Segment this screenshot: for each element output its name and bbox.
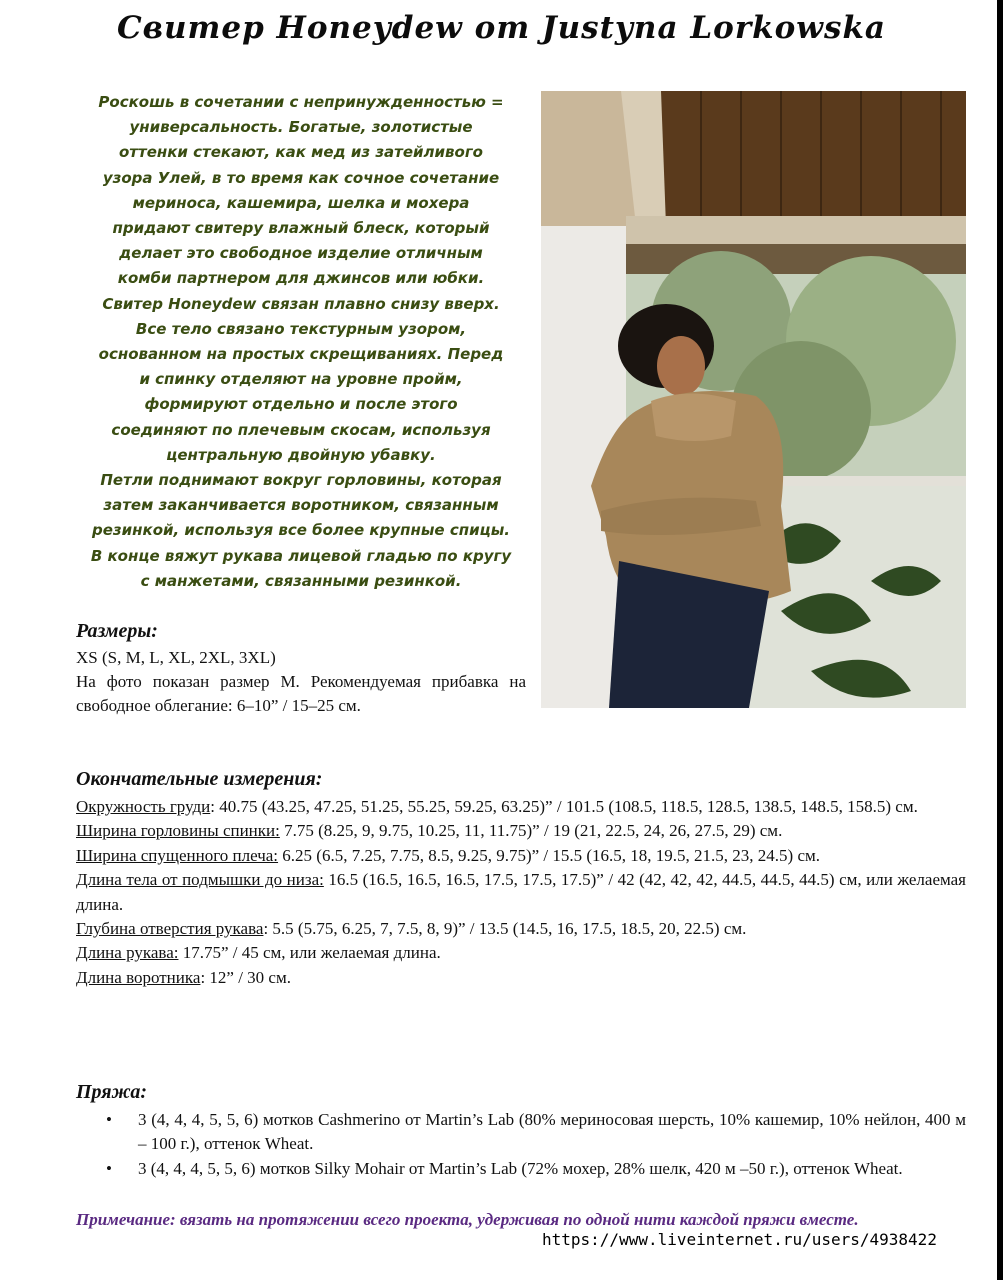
intro-line: мериноса, кашемира, шелка и мохера (132, 193, 470, 212)
yarn-list (76, 1108, 966, 1181)
intro-line: В конце вяжут рукава лицевой гладью по кругу (90, 546, 512, 565)
measurement-value: 6.25 (6.5, 7.25, 7.75, 8.5, 9.25, 9.75)” / 15.5 (16.5, 18, 19.5, 21.5, 23, 24.5) см. (278, 845, 821, 865)
measurement-label: Длина тела от подмышки до низа: (76, 870, 324, 890)
note-text: Примечание: вязать на протяжении всего проекта, удерживая по одной нити каждой пряжи вместе. (76, 1210, 859, 1229)
yarn-item-text: 3 (4, 4, 4, 5, 5, 6) мотков Cashmerino от Martin’s Lab (80% мериносовая шерсть, 10% кашемир, 10% нейлон, 400 м – 100 г.), оттенок Wheat. (138, 1110, 966, 1154)
measurement-item (76, 819, 966, 843)
sizes-note: На фото показан размер M. Рекомендуемая прибавка на свободное облегание: 6–10” / 15–25 см. (76, 672, 526, 715)
right-edge-bar (997, 0, 1003, 1280)
sizes-heading: Размеры: (76, 620, 158, 642)
measurement-value: 7.75 (8.25, 9, 9.75, 10.25, 11, 11.75)” / 19 (21, 22.5, 24, 26, 27.5, 29) см. (279, 821, 783, 841)
measurements-heading: Окончательные измерения: (76, 768, 323, 790)
measurement-value: 17.75” / 45 см, или желаемая длина. (178, 943, 441, 963)
measurement-value: : 12” / 30 см. (200, 967, 291, 987)
photo-face (657, 336, 705, 396)
intro-line: комби партнером для джинсов или юбки. (117, 269, 485, 288)
intro-line: с манжетами, связанными резинкой. (140, 571, 462, 590)
measurement-label: Глубина отверстия рукава (76, 919, 264, 939)
intro-line: Петли поднимают вокруг горловины, которая (100, 471, 502, 490)
intro-line: соединяют по плечевым скосам, используя (111, 420, 491, 439)
measurement-item (76, 941, 966, 965)
measurement-item (76, 844, 966, 868)
page-title: Свитер Honeydew от Justyna Lorkowska (116, 10, 887, 46)
intro-line: придают свитеру влажный блеск, который (112, 219, 490, 238)
measurement-value: 16.5 (16.5, 16.5, 16.5, 17.5, 17.5, 17.5)” / 42 (42, 42, 42, 44.5, 44.5, 44.5) см, или желаемая длина. (76, 870, 966, 914)
yarn-heading: Пряжа: (76, 1081, 148, 1103)
measurement-label: Длина воротника (76, 967, 201, 987)
intro-line: делает это свободное изделие отличным (119, 244, 483, 263)
measurement-item (76, 966, 966, 990)
photo-beam-lower (626, 216, 966, 244)
watermark-url[interactable]: https://www.liveinternet.ru/users/4938422 (542, 1230, 937, 1249)
measurements-block (76, 795, 966, 990)
yarn-item-text: 3 (4, 4, 4, 5, 5, 6) мотков Silky Mohair от Martin’s Lab (72% мохер, 28% шелк, 420 м –50 г.), оттенок Wheat. (138, 1158, 903, 1178)
sizes-list: XS (S, M, L, XL, 2XL, 3XL) (76, 648, 276, 667)
yarn-item (76, 1108, 966, 1157)
measurement-label: Ширина горловины спинки: (76, 821, 280, 841)
measurement-value: : 40.75 (43.25, 47.25, 51.25, 55.25, 59.25, 63.25)” / 101.5 (108.5, 118.5, 128.5, 138.5, 148.5, 158.5) см. (210, 797, 918, 816)
bullet-icon: • (106, 1158, 112, 1178)
measurement-item (76, 795, 966, 819)
measurement-label: Ширина спущенного плеча: (76, 845, 279, 865)
intro-text (66, 90, 536, 594)
bullet-icon: • (106, 1110, 112, 1129)
intro-line: и спинку отделяют на уровне пройм, (139, 370, 463, 389)
measurement-value: : 5.5 (5.75, 6.25, 7, 7.5, 8, 9)” / 13.5 (14.5, 16, 17.5, 18.5, 20, 22.5) см. (263, 919, 747, 939)
intro-line: оттенки стекают, как мед из затейливого (119, 143, 483, 162)
photo-ceiling-wood (661, 91, 966, 216)
intro-line: затем заканчивается воротником, связанным (103, 496, 499, 515)
intro-line: Роскошь в сочетании с непринужденностью = (98, 93, 504, 111)
yarn-item (76, 1157, 966, 1181)
model-photo (541, 91, 966, 708)
intro-line: Свитер Honeydew связан плавно снизу вверх. (102, 294, 500, 313)
measurement-label: Длина рукава: (76, 943, 179, 963)
sizes-block (76, 646, 526, 718)
intro-line: Все тело связано текстурным узором, (135, 319, 467, 338)
measurement-label: Окружность груди (76, 797, 211, 816)
intro-line: универсальность. Богатые, золотистые (129, 118, 473, 137)
intro-line: узора Улей, в то время как сочное сочетание (102, 168, 500, 187)
intro-line: основанном на простых скрещиваниях. Перед (98, 345, 504, 364)
measurement-item (76, 868, 966, 917)
intro-line: центральную двойную убавку. (166, 445, 436, 464)
intro-line: формируют отдельно и после этого (144, 395, 458, 414)
photo-sweater-collar (651, 394, 736, 442)
intro-line: резинкой, используя все более крупные спицы. (92, 521, 510, 540)
measurement-item (76, 917, 966, 941)
